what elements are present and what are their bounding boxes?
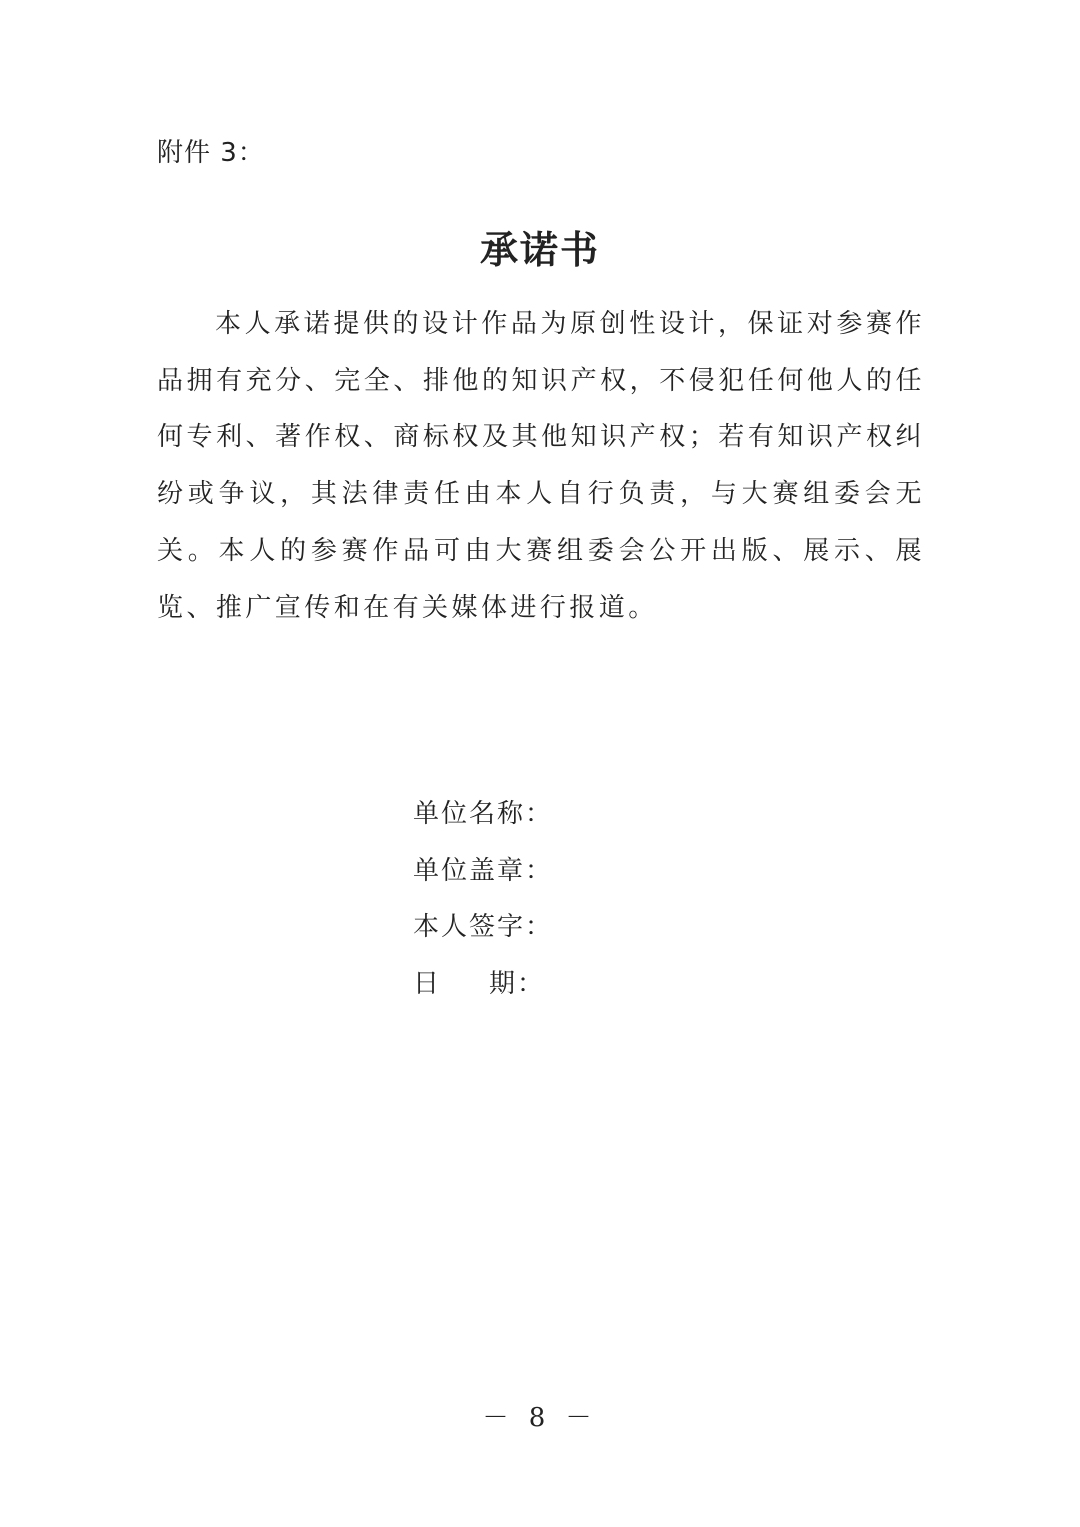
- signature-label: 本人签字：: [413, 912, 554, 943]
- date-label: [413, 956, 545, 1013]
- date-label-right: 期：: [488, 968, 545, 999]
- signature-block: [413, 786, 553, 1012]
- unit-seal-label: 单位盖章：: [413, 855, 554, 886]
- attachment-label: 附件 3：: [157, 138, 265, 168]
- page-number: － 8 －: [482, 1403, 598, 1433]
- date-label-left: 日: [413, 968, 442, 999]
- unit-name-label: 单位名称：: [413, 799, 554, 829]
- commitment-paragraph: 本人承诺提供的设计作品为原创性设计，保证对参赛作品拥有充分、完全、排他的知识产权，不侵犯任何他人的任何专利、著作权、商标权及其他知识产权；若有知识产权纠纷或争议，其法律责任由本人自行负责，与大赛组委会无关。本人的参赛作品可由大赛组委会公开出版、展示、展览、推广宣传和在有关媒体进行报道。: [157, 309, 925, 623]
- document-title: 承诺书: [479, 228, 600, 272]
